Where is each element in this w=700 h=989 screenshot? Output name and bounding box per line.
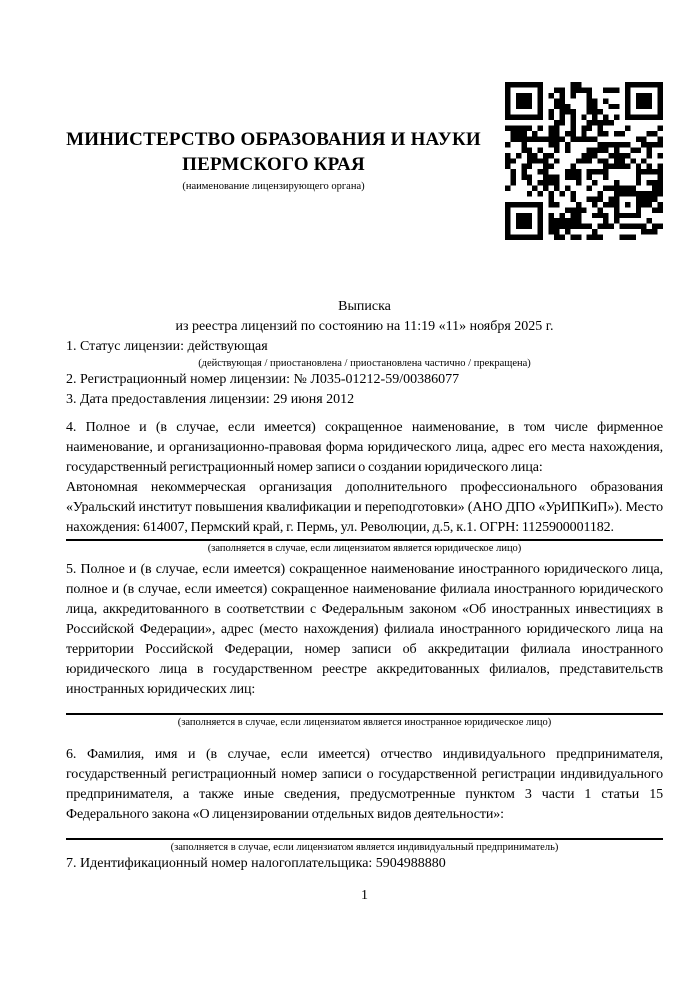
section-foreign-entity <box>66 560 663 729</box>
field-license-status-hint: (действующая / приостановлена / приостановлена частично / прекращена) <box>198 358 531 369</box>
individual-entrepreneur-hint: (заполняется в случае, если лицензиатом является индивидуальный предприниматель) <box>170 842 559 853</box>
individual-entrepreneur-label: 6. Фамилия, имя и (в случае, если имеется) отчество индивидуального предпринимателя, государственный регистрационный номер записи о государственной регистрации индивидуального предпринимателя, а также иные сведения, предусмотренные пунктом 3 части 1 статьи 15 Федерального закона «О лицензировании отдельных видов деятельности»: <box>66 747 663 822</box>
legal-entity-value: Автономная некоммерческая организация дополнительного профессионального образования «Уральский институт повышения квалификации и переподготовки» (АНО ДПО «УрИПКиП»). Место нахождения: 614007, Пермский край, г. Пермь, ул. Революции, д.5, к.1. ОГРН: 1125900001182. <box>66 480 663 535</box>
page-number: 1 <box>361 888 368 903</box>
foreign-entity-label: 5. Полное и (в случае, если имеется) сокращенное наименование иностранного юридического лица, полное и (в случае, если имеется) сокращенное наименование филиала иностранного юридического лица, аккредитованного в соответствии с Федеральным законом «Об иностранных инвестициях в Российской Федерации», адрес (место нахождения) филиала иностранного юридического лица на территории Российской Федерации, номер записи об аккредитации филиала иностранного юридического лица в государственном реестре аккредитованных филиалов, представительств иностранных юридических лиц: <box>66 562 663 697</box>
document-title-line1: Выписка <box>338 299 391 314</box>
section-individual-entrepreneur <box>66 745 663 854</box>
authority-name-line2: ПЕРМСКОГО КРАЯ <box>182 154 365 175</box>
qr-code-icon <box>505 82 663 240</box>
field-registration-number: 2. Регистрационный номер лицензии: № Л035-01212-59/00386077 <box>66 372 460 387</box>
legal-entity-label: 4. Полное и (в случае, если имеется) сокращенное наименование, в том числе фирменное наименование, и организационно-правовая форма юридического лица, адрес его места нахождения, государственный регистрационный номер записи о создании юридического лица: <box>66 420 663 475</box>
fill-line-individual-entrepreneur <box>66 838 663 840</box>
section-legal-entity <box>66 418 663 555</box>
field-taxpayer-id: 7. Идентификационный номер налогоплательщика: 5904988880 <box>66 856 446 871</box>
individual-entrepreneur-blank-field <box>66 825 663 837</box>
foreign-entity-blank-field <box>66 700 663 712</box>
authority-caption: (наименование лицензирующего органа) <box>182 181 365 192</box>
fill-line-legal-entity <box>66 539 663 541</box>
fill-line-foreign-entity <box>66 713 663 715</box>
legal-entity-hint: (заполняется в случае, если лицензиатом является юридическое лицо) <box>207 543 522 554</box>
field-grant-date: 3. Дата предоставления лицензии: 29 июня 2012 <box>66 392 355 407</box>
licensing-authority-header <box>66 127 481 193</box>
field-license-status: 1. Статус лицензии: действующая <box>66 339 268 354</box>
document-title <box>66 297 663 337</box>
authority-name-line1: МИНИСТЕРСТВО ОБРАЗОВАНИЯ И НАУКИ <box>66 129 481 150</box>
authority-name <box>66 127 481 177</box>
document-body <box>66 297 663 906</box>
document-title-line2: из реестра лицензий по состоянию на 11:19 «11» ноября 2025 г. <box>175 319 554 334</box>
foreign-entity-hint: (заполняется в случае, если лицензиатом является иностранное юридическое лицо) <box>177 717 552 728</box>
